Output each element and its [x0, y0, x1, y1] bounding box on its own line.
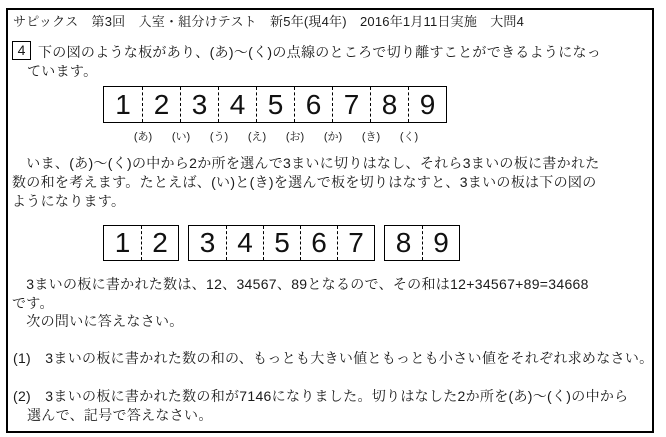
cut-label-ka: (か)	[323, 131, 343, 143]
sum-text-line-3: 次の問いに答えなさい。	[12, 313, 184, 329]
board-cell-1: 1	[115, 88, 131, 120]
board-cell-9: 9	[408, 87, 446, 122]
problem-number-box	[12, 41, 31, 60]
cut-label-u: (う)	[209, 131, 229, 143]
sum-text-line-1: 3まいの板に書かれた数は、12、34567、89となるので、その和は12+34567+89=34668	[12, 276, 589, 292]
piece3-cell-2: 9	[422, 226, 459, 260]
board-cell-4: 4	[218, 87, 256, 122]
piece2-cell-2: 4	[226, 226, 263, 260]
example-text-line-2: 数の和を考えます。たとえば、(い)と(き)を選んで板を切りはなすと、3まいの板は下の図の	[12, 174, 597, 190]
piece2-cell-4: 6	[300, 226, 337, 260]
cut-label-o: (お)	[285, 131, 305, 143]
board-piece-1	[103, 225, 179, 261]
board-piece-3	[384, 225, 460, 261]
question-2-text-line-2: 選んで、記号で答えなさい。	[27, 407, 213, 423]
question-1-text: (1) 3まいの板に書かれた数の和の、もっとも大きい値ともっとも小さい値をそれぞれ求めなさい。	[13, 350, 654, 366]
sum-text-line-2: です。	[12, 295, 54, 311]
board-cell-6: 6	[294, 87, 332, 122]
number-board-figure	[103, 86, 447, 123]
cut-label-i: (い)	[171, 131, 191, 143]
cut-boards-figure	[103, 225, 460, 261]
cut-label-e: (え)	[247, 131, 267, 143]
piece1-cell-1: 1	[114, 227, 131, 258]
cut-label-ku: (く)	[399, 131, 419, 143]
cut-label-a: (あ)	[133, 131, 153, 143]
piece2-cell-3: 5	[263, 226, 300, 260]
board-piece-2	[188, 225, 375, 261]
example-text-line-1: いま、(あ)～(く)の中から2か所を選んで3まいに切りはなし、それら3まいの板に書かれた	[12, 155, 600, 171]
board-cell-5: 5	[256, 87, 294, 122]
piece2-cell-5: 7	[337, 226, 374, 260]
question-2-text-line-1: (2) 3まいの板に書かれた数の和が7146になりました。切りはなした2か所を(あ)～(く)の中から	[13, 388, 629, 404]
board-cell-7: 7	[332, 87, 370, 122]
cut-line-labels-row	[124, 128, 428, 144]
problem-number: 4	[17, 42, 26, 58]
piece2-cell-1: 3	[199, 227, 216, 258]
piece3-cell-1: 8	[395, 227, 412, 258]
document-border-frame	[6, 8, 654, 433]
board-cell-8: 8	[370, 87, 408, 122]
statement-line-1: 下の図のような板があり、(あ)～(く)の点線のところで切り離すことができるようになっ	[38, 44, 602, 60]
board-cell-2: 2	[142, 87, 180, 122]
document-header: サピックス 第3回 入室・組分けテスト 新5年(現4年) 2016年1月11日実施 大問4	[13, 14, 525, 29]
cut-label-ki: (き)	[361, 131, 381, 143]
statement-line-2: ています。	[27, 63, 98, 79]
piece1-cell-2: 2	[141, 226, 178, 260]
board-cell-3: 3	[180, 87, 218, 122]
example-text-line-3: ようになります。	[12, 193, 126, 209]
